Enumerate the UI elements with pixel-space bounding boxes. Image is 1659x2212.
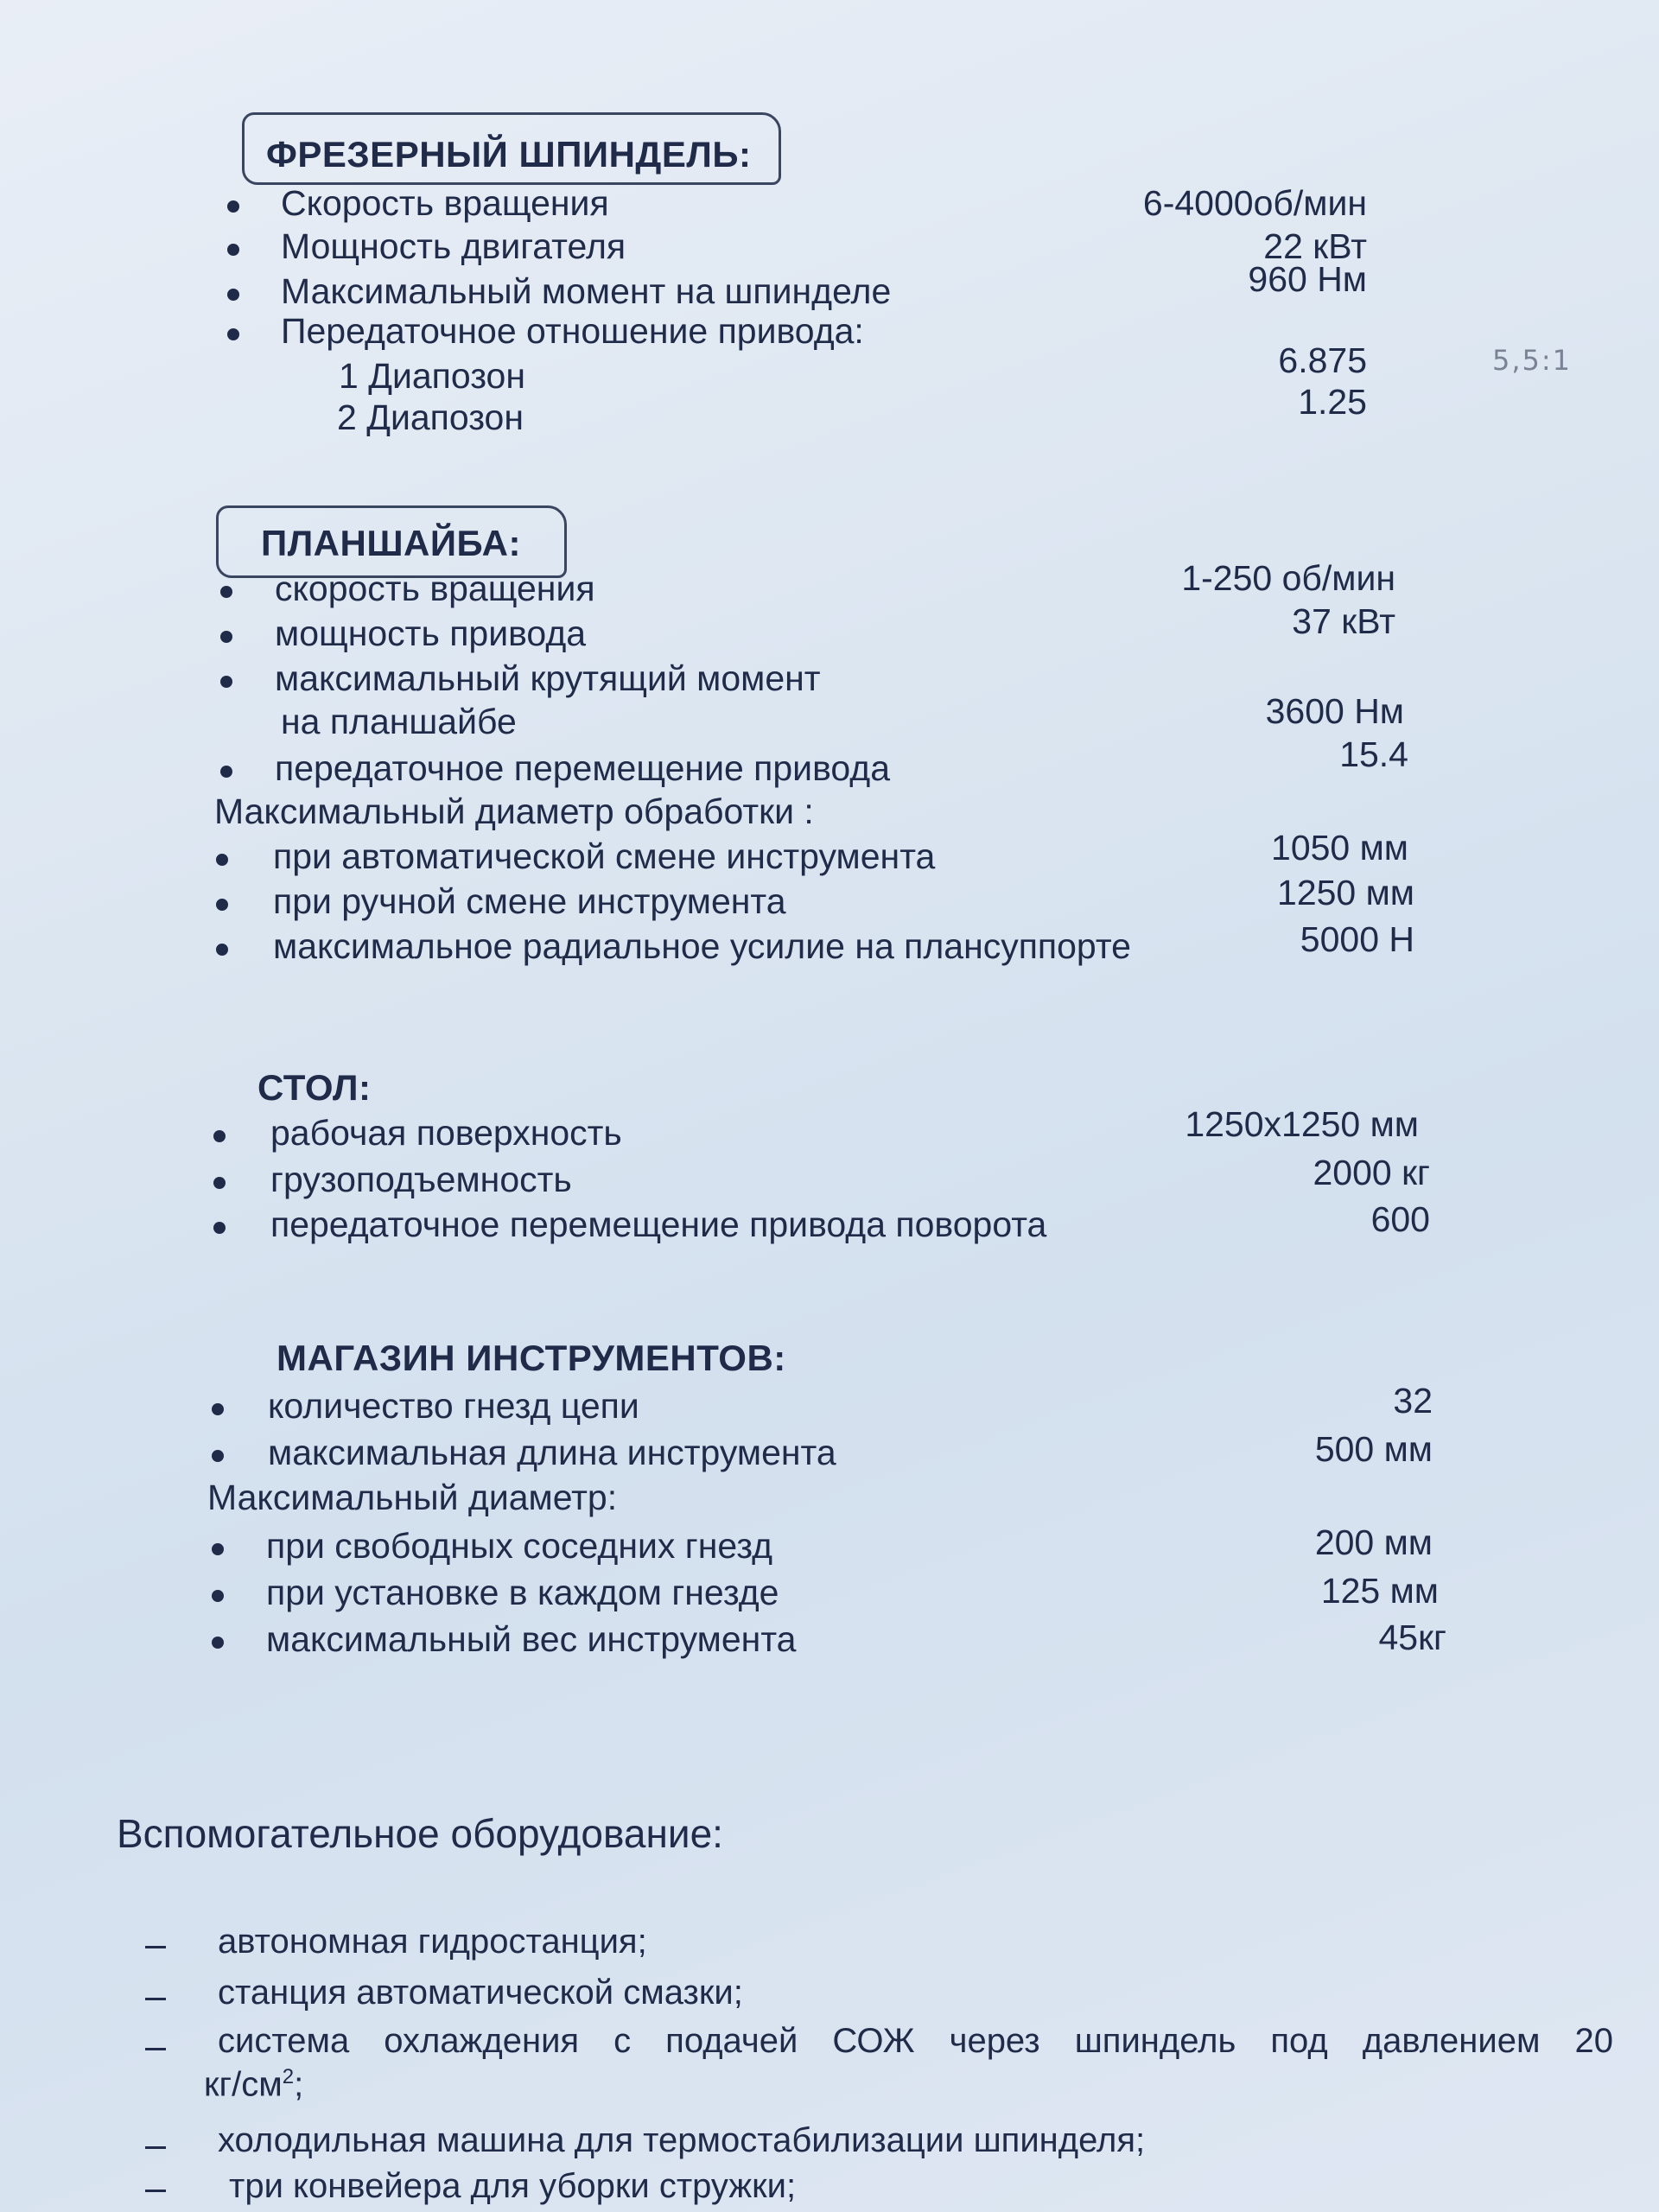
aux-item: автономная гидростанция;: [218, 1923, 647, 1961]
bullet-icon: [216, 899, 228, 911]
spec-label-continued: на планшайбе: [281, 702, 517, 741]
aux-item-continued: [204, 2065, 303, 2104]
faceplate-subheading: Максимальный диаметр обработки :: [214, 791, 814, 831]
spec-row: [0, 1199, 1659, 1249]
range-label: 1 Диапозон: [339, 356, 525, 396]
bullet-icon: [220, 586, 232, 598]
spec-label: максимальный крутящий момент: [275, 658, 821, 698]
spec-label: передаточное перемещение привода: [275, 748, 891, 788]
bullet-icon: [212, 1403, 224, 1415]
spec-value: 22 кВт: [1263, 226, 1367, 266]
spec-row: [0, 658, 1659, 703]
aux-item: холодильная машина для термостабилизации шпинделя;: [218, 2121, 1146, 2159]
spec-row: [0, 1522, 1659, 1571]
spec-row: [0, 1381, 1659, 1431]
spec-label: скорость вращения: [275, 569, 595, 608]
spec-value: 1250х1250 мм: [1185, 1104, 1419, 1144]
spec-value: 1250 мм: [1277, 873, 1414, 912]
bullet-icon: [216, 854, 228, 866]
spec-value: 37 кВт: [1292, 601, 1395, 641]
magazine-heading: МАГАЗИН ИНСТРУМЕНТОВ:: [276, 1338, 786, 1378]
spec-label: передаточное перемещение привода поворота: [270, 1205, 1047, 1244]
spec-value: 3600 Нм: [1265, 691, 1404, 731]
bullet-icon: [220, 766, 232, 778]
dash-icon: [145, 2146, 166, 2149]
spec-row: [0, 1153, 1659, 1205]
spec-row: [0, 601, 1659, 658]
faceplate-heading: ПЛАНШАЙБА:: [261, 523, 521, 563]
bullet-icon: [213, 1177, 226, 1189]
spec-row: [0, 734, 1659, 793]
bullet-icon: [212, 1450, 224, 1462]
bullet-icon: [227, 244, 239, 256]
bullet-icon: [212, 1637, 224, 1649]
bullet-icon: [216, 944, 228, 956]
aux-item: три конвейера для уборки стружки;: [229, 2167, 797, 2205]
spec-row: [0, 259, 1659, 311]
bullet-icon: [220, 631, 232, 643]
spec-value: 15.4: [1339, 734, 1408, 774]
bullet-icon: [212, 1590, 224, 1602]
table-heading: СТОЛ:: [257, 1067, 372, 1108]
auxiliary-title: Вспомогательное оборудование:: [117, 1811, 723, 1856]
bullet-icon: [227, 328, 239, 340]
spec-label: при свободных соседних гнезд: [266, 1526, 773, 1566]
spec-value: 960 Нм: [1248, 259, 1367, 299]
spec-label: при ручной смене инструмента: [273, 881, 786, 921]
dash-icon: [145, 2048, 166, 2050]
spec-label: грузоподъемность: [270, 1160, 572, 1199]
spec-value: 1050 мм: [1271, 828, 1408, 868]
spec-row: [0, 1429, 1659, 1478]
range-value: 6.875: [1278, 340, 1367, 380]
spec-value: 500 мм: [1314, 1429, 1433, 1469]
dash-icon: [145, 1946, 166, 1948]
spec-row: [0, 1104, 1659, 1158]
spec-label: мощность привода: [275, 613, 587, 653]
bullet-icon: [212, 1543, 224, 1555]
spindle-heading: ФРЕЗЕРНЫЙ ШПИНДЕЛЬ:: [266, 134, 752, 175]
handwritten-note: 5,5:1: [1492, 344, 1573, 377]
aux-item: станция автоматической смазки;: [218, 1974, 743, 2012]
spec-row: [0, 558, 1659, 613]
spec-label: Передаточное отношение привода:: [281, 311, 864, 351]
spec-value: 1-250 об/мин: [1181, 558, 1395, 598]
spec-value: 32: [1393, 1381, 1433, 1421]
spec-row: [0, 311, 1659, 356]
bullet-icon: [213, 1222, 226, 1234]
bullet-icon: [227, 289, 239, 301]
superscript: 2: [282, 2065, 295, 2088]
bullet-icon: [213, 1130, 226, 1142]
spec-row-continued: [0, 691, 1659, 747]
spec-label: количество гнезд цепи: [268, 1386, 639, 1426]
bullet-icon: [220, 676, 232, 688]
aux-item-continued-text: кг/см: [204, 2065, 283, 2104]
range-row: [0, 382, 1659, 442]
spec-value: 6-4000об/мин: [1142, 183, 1367, 223]
spec-label: Мощность двигателя: [281, 226, 626, 266]
spec-value: 600: [1370, 1199, 1430, 1239]
dash-icon: [145, 2190, 166, 2192]
bullet-icon: [227, 200, 239, 213]
spec-label: при автоматической смене инструмента: [273, 836, 936, 876]
spec-row: [0, 1573, 1659, 1618]
spec-value: 2000 кг: [1313, 1153, 1430, 1192]
spec-value: 200 мм: [1314, 1522, 1433, 1562]
spec-value: 5000 Н: [1300, 919, 1414, 959]
aux-item-continued-end: ;: [294, 2065, 304, 2104]
spec-row: [0, 183, 1659, 228]
spec-value: 45кг: [1378, 1618, 1446, 1657]
spec-label: рабочая поверхность: [270, 1113, 622, 1153]
aux-item: система охлаждения с подачей СОЖ через шпиндель под давлением 20: [218, 2022, 1613, 2060]
spec-label: максимальный вес инструмента: [266, 1619, 797, 1659]
range-label: 2 Диапозон: [337, 397, 524, 437]
spec-row: [0, 919, 1659, 971]
range-value: 1.25: [1298, 382, 1367, 422]
spec-label: максимальное радиальное усилие на плансуппорте: [273, 926, 1131, 966]
magazine-subheading: Максимальный диаметр:: [207, 1478, 618, 1517]
spec-label: Скорость вращения: [281, 183, 609, 223]
spec-label: при установке в каждом гнезде: [266, 1573, 779, 1612]
spec-label: Максимальный момент на шпинделе: [281, 271, 892, 311]
spec-value: 125 мм: [1320, 1571, 1439, 1611]
dash-icon: [145, 1998, 166, 2000]
spec-label: максимальная длина инструмента: [268, 1433, 836, 1472]
range-row: [0, 340, 1659, 401]
spec-row: [0, 1619, 1659, 1664]
